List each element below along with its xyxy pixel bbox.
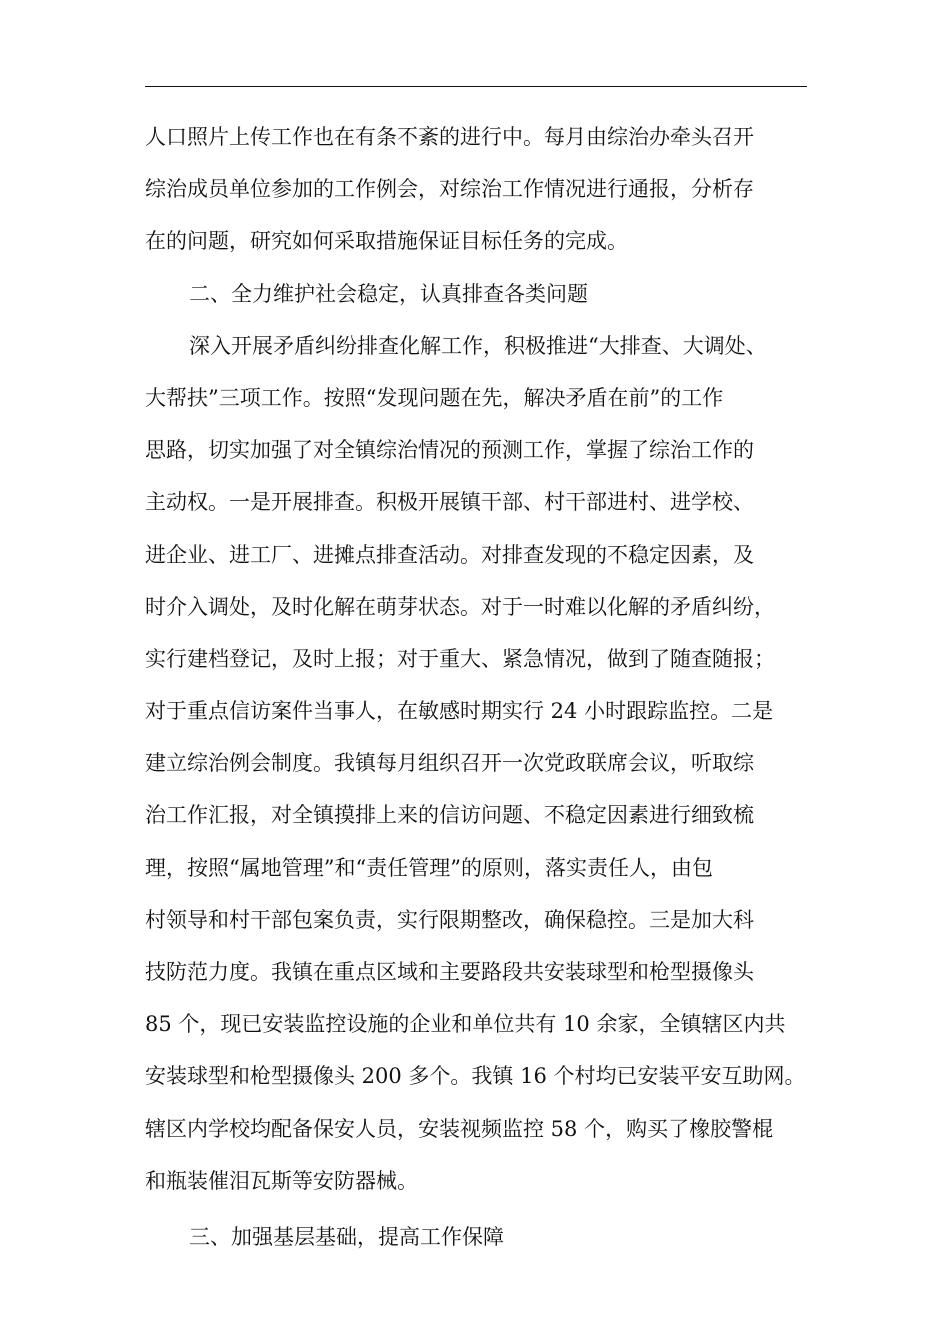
text-line: 治工作汇报，对全镇摸排上来的信访问题、不稳定因素进行细致梳 bbox=[145, 803, 754, 828]
text-line: 时介入调处，及时化解在萌芽状态。对于一时难以化解的矛盾纠纷， bbox=[145, 594, 775, 619]
text-line: 实行建档登记，及时上报；对于重大、紧急情况，做到了随查随报； bbox=[145, 646, 775, 671]
section-heading: 二、全力维护社会稳定，认真排查各类问题 bbox=[189, 281, 588, 306]
text-line: 进企业、进工厂、进摊点排查活动。对排查发现的不稳定因素，及 bbox=[145, 542, 754, 567]
text-line: 大帮扶”三项工作。按照“发现问题在先，解决矛盾在前”的工作 bbox=[145, 385, 724, 410]
text-line: 安装球型和枪型摄像头 200 多个。我镇 16 个村均已安装平安互助网。 bbox=[145, 1064, 806, 1089]
section-heading: 三、加强基层基础，提高工作保障 bbox=[189, 1224, 504, 1249]
text-line: 人口照片上传工作也在有条不紊的进行中。每月由综治办牵头召开 bbox=[145, 125, 754, 149]
text-line: 思路，切实加强了对全镇综治情况的预测工作，掌握了综治工作的 bbox=[145, 438, 754, 463]
body-text bbox=[145, 117, 815, 1269]
text-line: 在的问题，研究如何采取措施保证目标任务的完成。 bbox=[145, 229, 628, 254]
text-line: 综治成员单位参加的工作例会，对综治工作情况进行通报，分析存 bbox=[145, 177, 754, 202]
text-line: 对于重点信访案件当事人，在敏感时期实行 24 小时跟踪监控。二是 bbox=[145, 699, 774, 724]
text-line: 技防范力度。我镇在重点区域和主要路段共安装球型和枪型摄像头 bbox=[145, 960, 754, 984]
text-line: 和瓶装催泪瓦斯等安防器械。 bbox=[145, 1168, 418, 1193]
text-line: 建立综治例会制度。我镇每月组织召开一次党政联席会议，听取综 bbox=[145, 751, 754, 776]
text-line: 主动权。一是开展排查。积极开展镇干部、村干部进村、进学校、 bbox=[145, 490, 754, 515]
header-rule bbox=[145, 86, 807, 87]
text-line: 85 个，现已安装监控设施的企业和单位共有 10 余家，全镇辖区内共 bbox=[145, 1012, 786, 1037]
text-line: 辖区内学校均配备保安人员，安装视频监控 58 个，购买了橡胶警棍 bbox=[145, 1116, 774, 1141]
text-line: 村领导和村干部包案负责，实行限期整改，确保稳控。三是加大科 bbox=[145, 907, 754, 932]
text-line: 深入开展矛盾纠纷排查化解工作，积极推进“大排查、大调处、 bbox=[189, 333, 767, 358]
text-line: 理，按照“属地管理”和“责任管理”的原则，落实责任人，由包 bbox=[145, 855, 713, 880]
